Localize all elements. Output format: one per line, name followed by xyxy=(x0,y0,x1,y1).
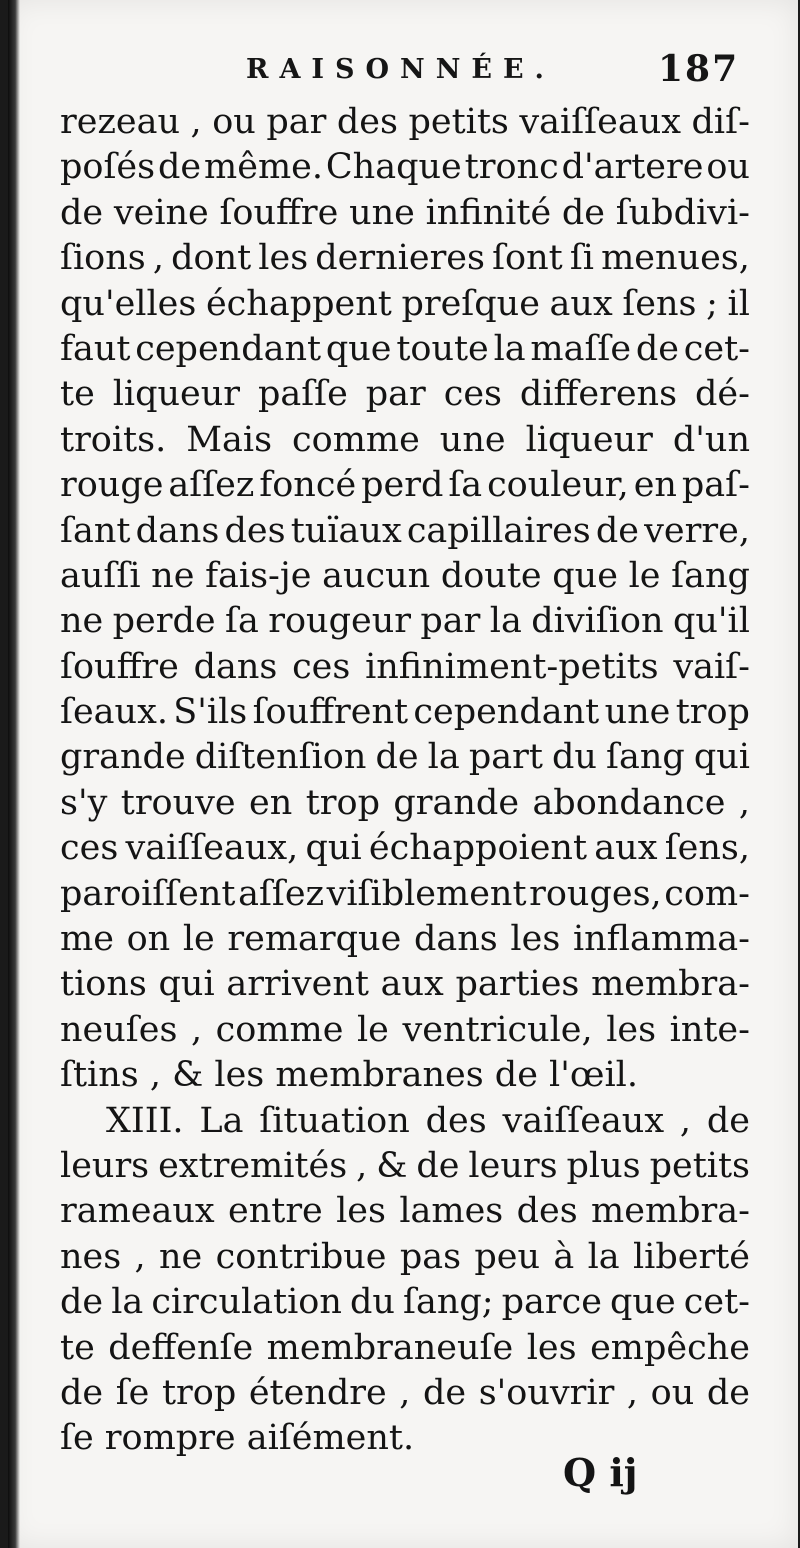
page-edge-shadow xyxy=(8,0,20,1548)
text-line: poſés de même. Chaque tronc d'artere ou xyxy=(60,147,750,188)
text-line: ne perde ſa rougeur par la diviſion qu'il xyxy=(60,601,750,642)
text-line: ſe rompre aiſément. xyxy=(60,1418,415,1459)
text-line: rezeau , ou par des petits vaiſſeaux diſ- xyxy=(60,102,750,142)
text-line: de la circulation du ſang; parce que cet- xyxy=(60,1282,750,1323)
body-text xyxy=(60,100,750,1462)
text-line: ſant dans des tuïaux capillaires de verre, xyxy=(60,510,750,551)
text-line: ſouffre dans ces infiniment-petits vaiſ- xyxy=(60,646,750,687)
text-line: de ſe trop étendre , de s'ouvrir , ou de xyxy=(60,1372,750,1413)
running-head xyxy=(8,48,798,98)
text-line: leurs extremités , & de leurs plus petits xyxy=(60,1145,750,1186)
text-line: troits. Mais comme une liqueur d'un xyxy=(60,419,750,460)
text-line: ſions , dont les dernieres ſont ſi menues, xyxy=(60,238,750,279)
text-line: auſſi ne fais-je aucun doute que le ſang xyxy=(60,555,750,596)
text-line: rameaux entre les lames des membra- xyxy=(60,1191,750,1232)
text-line: ces vaiſſeaux, qui échappoient aux ſens, xyxy=(60,828,750,869)
text-line: paroiſſent aſſez viſiblement rouges, com- xyxy=(60,873,750,914)
text-line: rouge aſſez foncé perd ſa couleur, en paſ- xyxy=(60,465,750,506)
text-line: te deffenſe membraneuſe les empêche xyxy=(60,1327,750,1368)
text-line: s'y trouve en trop grande abondance , xyxy=(60,782,750,823)
text-line: tions qui arrivent aux parties membra- xyxy=(60,964,750,1005)
text-line: ſtins , & les membranes de l'œil. xyxy=(60,1055,638,1096)
page-number: 187 xyxy=(658,48,740,90)
text-line: te liqueur paſſe par ces differens dé- xyxy=(60,374,750,415)
text-line: ſeaux. S'ils ſouffrent cependant une trop xyxy=(60,692,750,733)
running-head-title: RAISONNÉE. xyxy=(246,54,555,85)
signature-mark: Q ij xyxy=(563,1450,638,1495)
text-line: grande diſtenſion de la part du ſang qui xyxy=(60,737,750,778)
text-line: XIII. La ſituation des vaiſſeaux , de xyxy=(106,1100,750,1141)
text-line: me on le remarque dans les inflamma- xyxy=(60,919,750,960)
text-line: neuſes , comme le ventricule, les inte- xyxy=(60,1009,750,1050)
text-line: nes , ne contribue pas peu à la liberté xyxy=(60,1236,750,1277)
text-line: qu'elles échappent preſque aux ſens ; il xyxy=(60,283,750,324)
book-page xyxy=(8,0,798,1548)
text-line: de veine ſouffre une infinité de ſubdivi- xyxy=(60,192,750,233)
text-line: faut cependant que toute la maſſe de cet- xyxy=(60,328,750,369)
